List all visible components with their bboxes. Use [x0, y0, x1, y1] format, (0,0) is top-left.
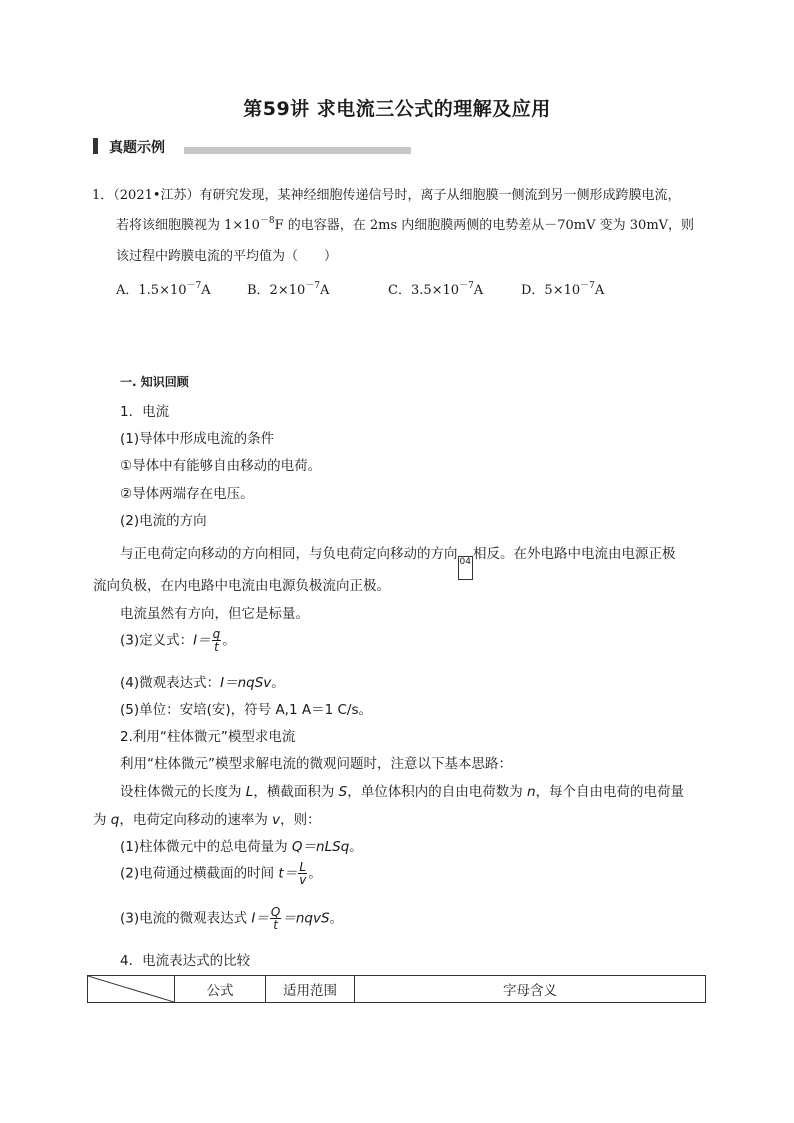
question-line-3: 该过程中跨膜电流的平均值为（ ） [116, 249, 338, 264]
blank-box: 04 [458, 556, 473, 580]
fraction-L-over-v: $\frac{L}{v}$ [299, 860, 307, 887]
scalar-note: 电流虽然有方向，但它是标量。 [120, 606, 309, 622]
option-b[interactable]: B．$2\times 10^{-7}A$ [247, 281, 330, 298]
review-item-2: 2.利用“柱体微元”模型求电流 [120, 729, 296, 745]
option-a[interactable]: A．$1.5\times 10^{-7}A$ [116, 281, 211, 298]
section-marker [93, 138, 98, 154]
table-header-meaning: 字母含义 [355, 976, 706, 1003]
review-heading: 一. 知识回顾 [120, 375, 189, 389]
table-corner-cell [88, 976, 175, 1003]
table-header-formula: 公式 [175, 976, 266, 1003]
comparison-table [87, 975, 706, 1003]
question-line-1: 1．（2021•江苏）有研究发现，某神经细胞传递信号时，离子从细胞膜一侧流到另一侧形成跨膜电流， [92, 188, 681, 203]
definition-formula: (3)定义式：I＝ $\frac{q}{t}$ 。 [120, 627, 236, 654]
section-divider [184, 147, 411, 154]
table-header-row [88, 976, 706, 1003]
page-title: 第59讲 求电流三公式的理解及应用 [243, 98, 551, 120]
question-line-2: 若将该细胞膜视为 $1\times 10^{-8}F$ 的电容器，在 2ms 内细胞膜两侧的电势差从－70mV 变为 30mV，则 [116, 216, 695, 233]
direction-title: (2)电流的方向 [120, 513, 207, 529]
step-3: (3)电流的微观表达式 I＝ $\frac{Q}{t}$ ＝nqvS。 [120, 905, 344, 932]
fraction-q-over-t: $\frac{q}{t}$ [212, 627, 221, 654]
step-2: (2)电荷通过横截面的时间 t＝ $\frac{L}{v}$ 。 [120, 860, 322, 887]
direction-line-1: 与正电荷定向移动的方向相同，与负电荷定向移动的方向 04 相反。在外电路中电流由电源正极 [120, 542, 675, 580]
question-number: 1． [92, 188, 114, 203]
step-1: (1)柱体微元中的总电荷量为 Q＝nLSq。 [120, 839, 363, 855]
model-intro: 利用“柱体微元”模型求解电流的微观问题时，注意以下基本思路： [120, 756, 512, 772]
assumption-line-2: 为 q，电荷定向移动的速率为 v，则： [93, 812, 321, 828]
option-d[interactable]: D．$5\times 10^{-7}A$ [521, 281, 605, 298]
review-item-1: 1．电流 [120, 404, 170, 420]
unit-line: (5)单位：安培(安)，符号 A,1 A＝1 C/s。 [120, 702, 372, 718]
direction-line-2: 流向负极，在内电路中电流由电源负极流向正极。 [93, 578, 390, 594]
table-header-scope: 适用范围 [266, 976, 355, 1003]
diagonal-line [88, 976, 174, 1002]
micro-formula: (4)微观表达式：I＝nqSv。 [120, 675, 285, 691]
fraction-Q-over-t: $\frac{Q}{t}$ [270, 905, 281, 932]
assumption-line-1: 设柱体微元的长度为 L，横截面积为 S，单位体积内的自由电荷数为 n，每个自由电荷的电荷量 [120, 784, 685, 800]
condition-2: ②导体两端存在电压。 [120, 486, 254, 502]
section-heading: 真题示例 [109, 140, 165, 156]
condition-1: ①导体中有能够自由移动的电荷。 [120, 458, 322, 474]
question-source: （2021•江苏） [113, 188, 200, 203]
condition-title: (1)导体中形成电流的条件 [120, 431, 275, 447]
review-item-4: 4．电流表达式的比较 [120, 953, 251, 969]
option-c[interactable]: C．$3.5\times 10^{-7}A$ [388, 281, 484, 298]
